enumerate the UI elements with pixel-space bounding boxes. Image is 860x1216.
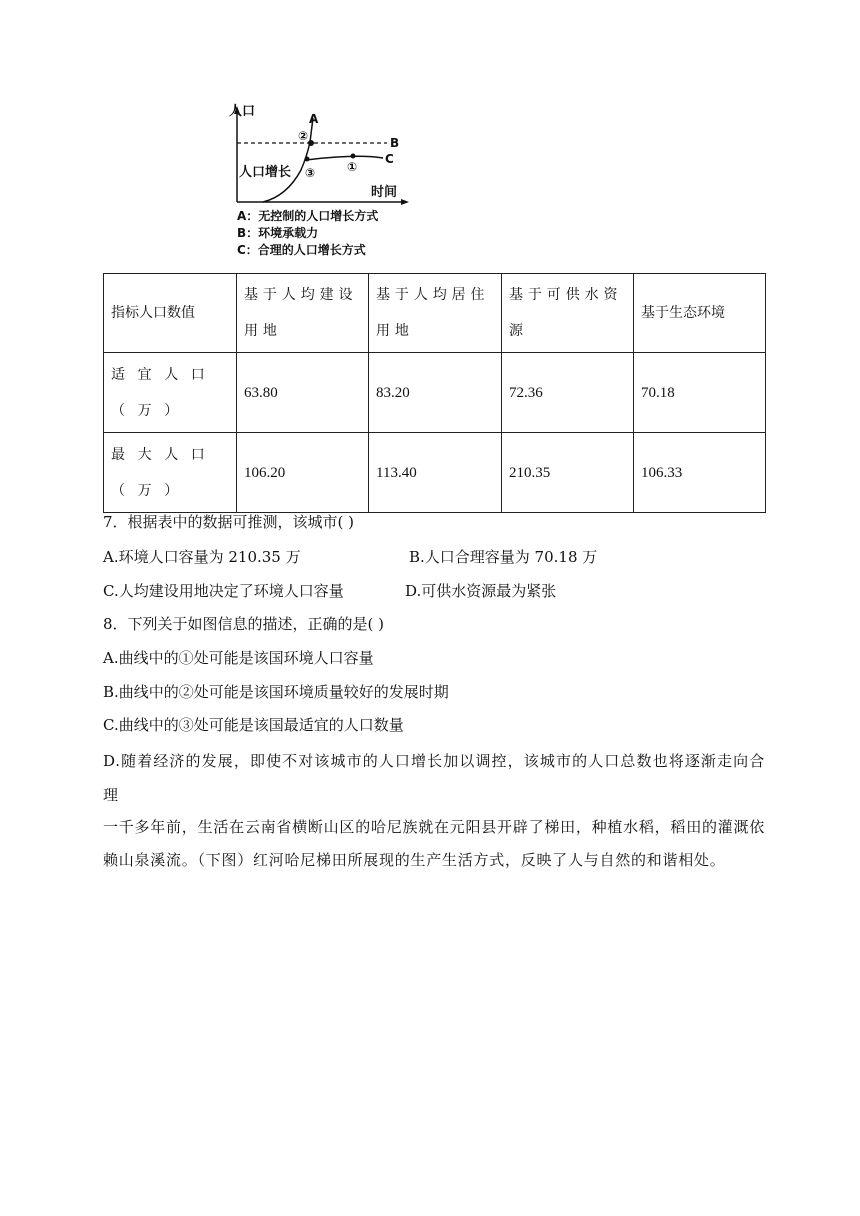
question-7-option-c: C.人均建设用地决定了环境人口容量	[103, 582, 344, 600]
marker-2: ②	[298, 129, 309, 143]
marker-1: ①	[347, 160, 358, 174]
table-cell: 113.40	[369, 433, 502, 513]
question-8-option-c: C.曲线中的③处可能是该国最适宜的人口数量	[103, 716, 404, 734]
table-row-label: 适宜人口（万）	[104, 353, 237, 433]
table-header-cell: 基于人均建设用地	[237, 274, 369, 353]
table-cell: 72.36	[502, 353, 634, 433]
point-3-dot	[305, 157, 310, 162]
x-axis-arrow	[401, 199, 409, 205]
legend-b: B：环境承载力	[237, 226, 319, 240]
table-header-cell: 指标人口数值	[104, 274, 237, 353]
point-2-dot	[308, 140, 314, 146]
table-row	[104, 433, 766, 513]
marker-3: ③	[305, 166, 316, 180]
point-c-label: C	[385, 152, 394, 166]
table-header-cell: 基于人均居住用地	[369, 274, 502, 353]
passage-text: 一千多年前，生活在云南省横断山区的哈尼族就在元阳县开辟了梯田，种植水稻，稻田的灌溉依赖山泉溪流。（下图）红河哈尼梯田所展现的生产生活方式，反映了人与自然的和谐相处。	[103, 818, 765, 869]
table-cell: 106.33	[634, 433, 766, 513]
question-8-stem: 8．下列关于如图信息的描述，正确的是( )	[103, 615, 385, 633]
table-header-cell: 基于可供水资源	[502, 274, 634, 353]
legend-a: A：无控制的人口增长方式	[237, 209, 379, 223]
x-axis-label: 时间	[371, 185, 398, 200]
question-8-option-a: A.曲线中的①处可能是该国环境人口容量	[103, 649, 374, 667]
question-8-option-b: B.曲线中的②处可能是该国环境质量较好的发展时期	[103, 683, 449, 701]
population-growth-figure	[225, 100, 425, 265]
population-data-table	[103, 273, 766, 513]
table-header-row	[104, 274, 766, 353]
question-7-option-b: B.人口合理容量为 70.18 万	[409, 548, 598, 566]
table-row-label: 最大人口（万）	[104, 433, 237, 513]
table-row	[104, 353, 766, 433]
legend-c: C：合理的人口增长方式	[237, 243, 366, 257]
question-7-option-d: D.可供水资源最为紧张	[405, 582, 557, 600]
question-7-stem: 7．根据表中的数据可推测，该城市( )	[103, 513, 355, 531]
question-8-option-d: D.随着经济的发展，即使不对该城市的人口增长加以调控，该城市的人口总数也将逐渐走向合理	[103, 752, 765, 804]
question-7-option-a: A.环境人口容量为 210.35 万	[103, 548, 301, 566]
point-b-label: B	[390, 136, 400, 150]
y-axis-label: 人口	[229, 104, 256, 119]
table-cell: 83.20	[369, 353, 502, 433]
point-a-label: A	[309, 112, 319, 126]
table-cell: 70.18	[634, 353, 766, 433]
table-cell: 106.20	[237, 433, 369, 513]
table-cell: 210.35	[502, 433, 634, 513]
point-1-dot	[351, 154, 356, 159]
population-growth-diagram	[225, 100, 425, 265]
curve-label: 人口增长	[239, 165, 292, 180]
curve-c-reasonable	[306, 156, 383, 160]
table-cell: 63.80	[237, 353, 369, 433]
table-header-cell: 基于生态环境	[634, 274, 766, 353]
